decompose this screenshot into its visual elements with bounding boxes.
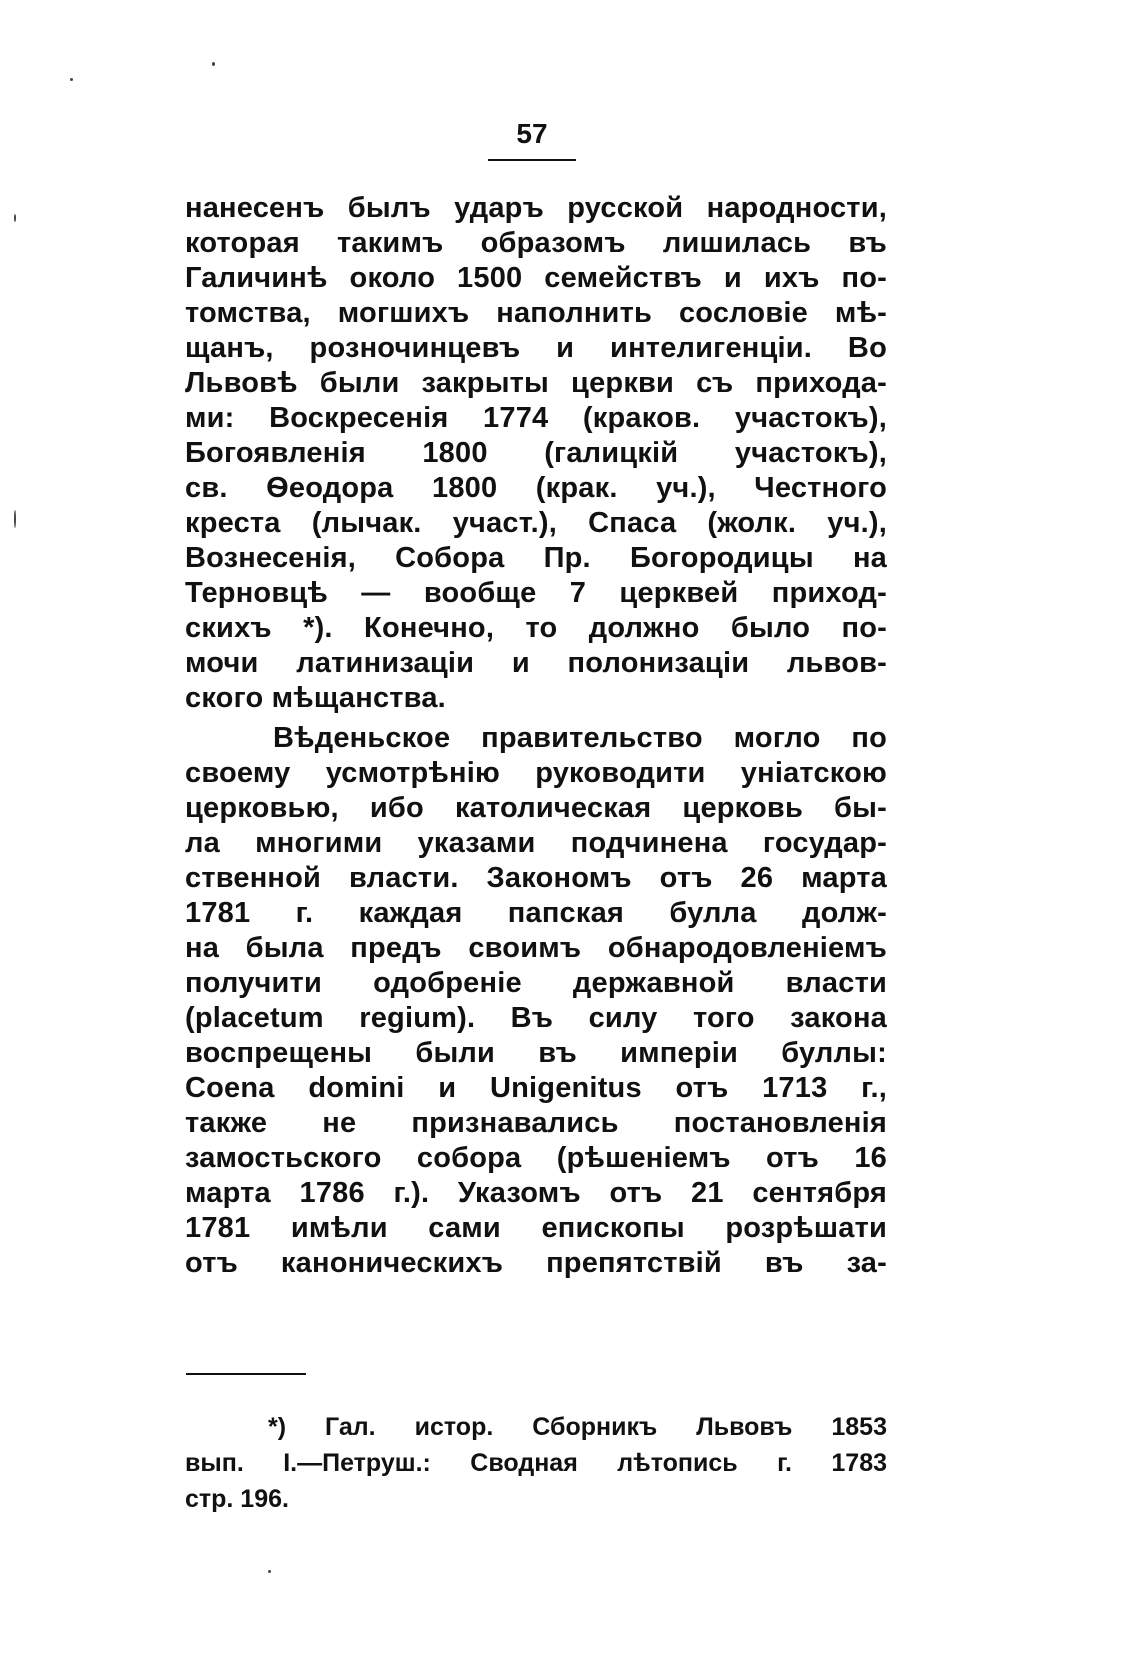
- footnote-line: *) Гал. истор. Сборникъ Львовъ 1853: [268, 1413, 887, 1441]
- scan-speck: [14, 510, 16, 528]
- scan-speck: [268, 1570, 271, 1573]
- text-line: креста (лычак. участ.), Спаса (жолк. уч.),: [185, 507, 887, 539]
- text-line: томства, могшихъ наполнить сословіе мѣ-: [185, 297, 887, 329]
- text-line: Вѣденьское правительство могло по: [273, 722, 887, 754]
- text-line: своему усмотрѣнію руководити уніатскою: [185, 757, 887, 789]
- scan-speck: [212, 62, 215, 66]
- text-line: 1781 г. каждая папская булла долж-: [185, 897, 887, 929]
- text-line: ского мѣщанства.: [185, 682, 446, 714]
- text-line: которая такимъ образомъ лишилась въ: [185, 227, 887, 259]
- footnote-line: стр. 196.: [185, 1485, 289, 1513]
- text-line: Coena domini и Unigenitus отъ 1713 г.,: [185, 1072, 887, 1104]
- text-line: замостьского собора (рѣшеніемъ отъ 16: [185, 1142, 887, 1174]
- text-line: св. Ѳеодора 1800 (крак. уч.), Честного: [185, 472, 887, 504]
- text-line: Терновцѣ — вообще 7 церквей приход-: [185, 577, 887, 609]
- scan-speck: [14, 214, 16, 222]
- footnote-line: вып. I.—Петруш.: Сводная лѣтопись г. 1783: [185, 1449, 887, 1477]
- text-line: воспрещены были въ имперіи буллы:: [185, 1037, 887, 1069]
- text-line: Вознесенія, Собора Пр. Богородицы на: [185, 542, 887, 574]
- text-line: получити одобреніе державной власти: [185, 967, 887, 999]
- text-line: Богоявленія 1800 (галицкій участокъ),: [185, 437, 887, 469]
- text-line: марта 1786 г.). Указомъ отъ 21 сентября: [185, 1177, 887, 1209]
- text-line: также не признавались постановленія: [185, 1107, 887, 1139]
- text-line: нанесенъ былъ ударъ русской народности,: [185, 192, 887, 224]
- text-line: ственной власти. Закономъ отъ 26 марта: [185, 862, 887, 894]
- text-line: церковью, ибо католическая церковь бы-: [185, 792, 887, 824]
- text-line: 1781 имѣли сами епископы розрѣшати: [185, 1212, 887, 1244]
- text-line: мочи латинизаціи и полонизаціи львов-: [185, 647, 887, 679]
- scan-speck: [70, 78, 73, 81]
- text-line: ла многими указами подчинена государ-: [185, 827, 887, 859]
- text-line: скихъ *). Конечно, то должно было по-: [185, 612, 887, 644]
- page-number-rule: [488, 159, 576, 161]
- text-line: ми: Воскресенія 1774 (краков. участокъ),: [185, 402, 887, 434]
- text-line: (placetum regium). Въ силу того закона: [185, 1002, 887, 1034]
- page-number: 57: [516, 118, 548, 149]
- text-line: щанъ, розночинцевъ и интелигенціи. Во: [185, 332, 887, 364]
- text-line: Львовѣ были закрыты церкви съ прихода-: [185, 367, 887, 399]
- footnote-rule: [186, 1373, 306, 1375]
- text-line: отъ каноническихъ препятствій въ за-: [185, 1247, 887, 1279]
- text-line: Галичинѣ около 1500 семействъ и ихъ по-: [185, 262, 887, 294]
- text-line: на была предъ своимъ обнародовленіемъ: [185, 932, 887, 964]
